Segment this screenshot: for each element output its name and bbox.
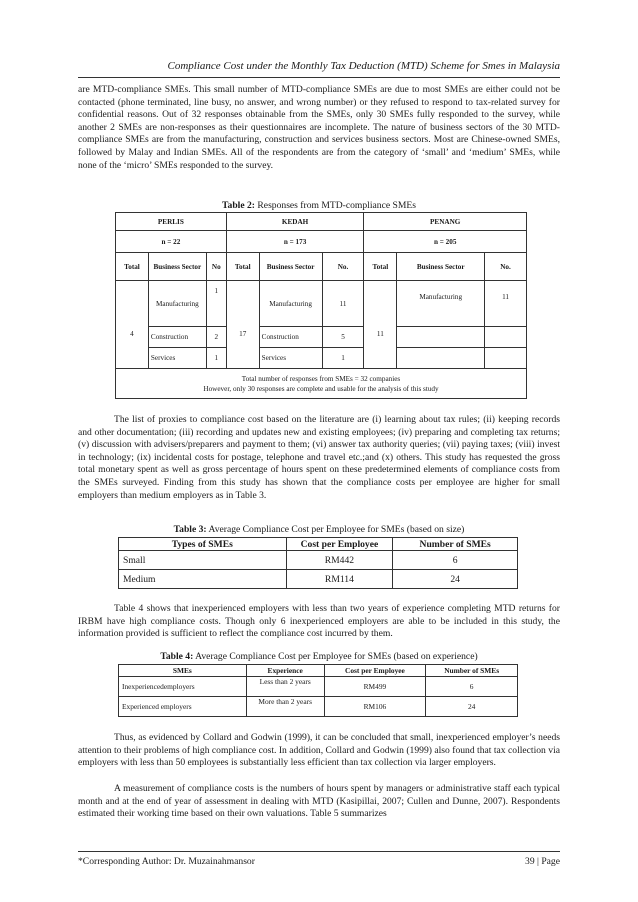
table4-header-cost: Cost per Employee	[324, 665, 426, 677]
table4-header-experience: Experience	[246, 665, 324, 677]
table2-header-no: No.	[322, 253, 364, 281]
table2-cell-empty	[485, 348, 527, 369]
table3-header-number: Number of SMEs	[393, 538, 518, 551]
table4-cell-experience: More than 2 years	[246, 697, 324, 717]
table3-header-type: Types of SMEs	[119, 538, 287, 551]
table2-total-perlis: 4	[116, 281, 149, 369]
table2-cell-sector: Manufacturing	[259, 281, 322, 327]
table4-caption-label: Table 4:	[160, 651, 194, 662]
table-row	[116, 348, 527, 369]
table2-cell-no: 11	[485, 281, 527, 327]
table3-cell-cost: RM114	[286, 570, 393, 589]
table2-header-business-sector: Business Sector	[397, 253, 485, 281]
paragraph-4: Thus, as evidenced by Collard and Godwin (1999), it can be concluded that small, inexperienced employer’s needs attention to their problems of high compliance cost. In addition, Collard and Godwin (1999) also found that tax collection via employers with less than 50 employees is substantially less efficient than tax collection via larger employers.	[78, 732, 560, 769]
table2-cell-no: 1	[206, 281, 226, 327]
paragraph-3: Table 4 shows that inexperienced employers with less than two years of experience completing MTD returns for IRBM have high compliance costs. Though only 6 inexperienced employers are able to be included in this study, the information provided is sufficient to reflect the compliance cost incurred by them.	[78, 603, 560, 640]
table4-cell-sme: Experienced employers	[119, 697, 247, 717]
table2-header-business-sector: Business Sector	[148, 253, 206, 281]
table3-header-cost: Cost per Employee	[286, 538, 393, 551]
table3-cell-type: Small	[119, 551, 287, 570]
table2-cell-sector: Construction	[148, 327, 206, 348]
table3-cell-type: Medium	[119, 570, 287, 589]
table4-caption-text: Average Compliance Cost per Employee for SMEs (based on experience)	[195, 651, 478, 662]
table2-header-total: Total	[364, 253, 397, 281]
table4-cell-experience: Less than 2 years	[246, 677, 324, 697]
table2-note-row	[116, 369, 527, 399]
table3-caption-label: Table 3:	[173, 524, 207, 535]
table-row	[116, 327, 527, 348]
table3-header-row	[119, 538, 518, 551]
table2	[115, 212, 527, 399]
table2-cell-sector: Manufacturing	[397, 281, 485, 327]
table4-cell-number: 24	[426, 697, 518, 717]
table2-cell-empty	[397, 348, 485, 369]
table2-cell-sector: Manufacturing	[148, 281, 206, 327]
table2-state-kedah: KEDAH	[226, 213, 364, 231]
table4-cell-cost: RM106	[324, 697, 426, 717]
table-row	[119, 697, 518, 717]
paragraph-5: A measurement of compliance costs is the numbers of hours spent by managers or administrative staff each typical month and at the end of year of assessment in dealing with MTD (Kasipillai, 2007; Cullen and Dunne, 2007). Respondents estimated their working time based on their own valuations. Table 5 summarizes	[78, 783, 560, 820]
table2-cell-sector: Services	[148, 348, 206, 369]
table3-caption	[78, 524, 560, 535]
table2-header-business-sector: Business Sector	[259, 253, 322, 281]
table4-header-row	[119, 665, 518, 677]
table2-cell-no: 11	[322, 281, 364, 327]
table2-cell-no: 5	[322, 327, 364, 348]
table2-cell-no: 2	[206, 327, 226, 348]
table4-cell-number: 6	[426, 677, 518, 697]
table3-cell-number: 6	[393, 551, 518, 570]
table2-header-total: Total	[116, 253, 149, 281]
table-row	[116, 281, 527, 327]
table2-column-header-row	[116, 253, 527, 281]
table4-header-smes: SMEs	[119, 665, 247, 677]
table2-note-line2: However, only 30 responses are complete and usable for the analysis of this study	[203, 384, 439, 393]
table3	[118, 537, 518, 589]
table-row	[119, 551, 518, 570]
table2-cell-no: 1	[206, 348, 226, 369]
header-rule	[78, 77, 560, 78]
table2-cell-empty	[485, 327, 527, 348]
table3-cell-cost: RM442	[286, 551, 393, 570]
table2-caption	[78, 200, 560, 211]
table2-cell-sector: Construction	[259, 327, 322, 348]
table-row	[119, 677, 518, 697]
table2-note-line1: Total number of responses from SMEs = 32 companies	[241, 374, 401, 383]
table2-header-no: No	[206, 253, 226, 281]
table2-cell-no: 1	[322, 348, 364, 369]
page-number: 39 | Page	[525, 856, 560, 867]
table2-state-row	[116, 213, 527, 231]
table4-caption	[78, 651, 560, 662]
table-row	[119, 570, 518, 589]
table3-caption-text: Average Compliance Cost per Employee for SMEs (based on size)	[208, 524, 465, 535]
table2-note	[116, 369, 527, 399]
paragraph-1: are MTD-compliance SMEs. This small number of MTD-compliance SMEs are due to most SMEs are either could not be contacted (phone terminated, line busy, no answer, and wrong number) or they refused to respond to tax-related survey for confidential reasons. Out of 32 responses obtainable from the SMEs, only 30 SMEs fully responded to the survey, while another 2 SMEs are non-responses as their questionnaires are incomplete. The nature of business sectors of the 30 MTD-compliance SMEs are from the manufacturing, construction and services business sectors. Most are Chinese-owned SMEs, followed by Malay and Indian SMEs. All of the respondents are from the category of ‘small’ and ‘medium’ SMEs, while none of the ‘micro’ SMEs responded to the survey.	[78, 84, 560, 171]
table2-count-perlis: n = 22	[116, 231, 227, 253]
paragraph-2: The list of proxies to compliance cost based on the literature are (i) learning about tax rules; (ii) keeping records and other documentation; (iii) recording and updates new and existing employees; (iv) preparing and completing tax returns; (v) discussion with advisers/preparers and payment to them; (vi) answer tax authority queries; (vii) paying taxes; (viii) invest in technology; (ix) incidental costs for postage, telephone and travel etc.;and (x) others. This study has requested the gross total monetary spent as well as gross percentage of hours spent on these predetermined elements of compliance costs from the SMEs surveyed. Finding from this study has shown that the compliance costs per employee are higher for small employers than medium employers as in Table 3.	[78, 414, 560, 501]
running-title: Compliance Cost under the Monthly Tax Deduction (MTD) Scheme for Smes in Malaysia	[167, 60, 560, 72]
table2-state-perlis: PERLIS	[116, 213, 227, 231]
table4-cell-cost: RM499	[324, 677, 426, 697]
table2-count-row	[116, 231, 527, 253]
footer-rule	[78, 851, 560, 852]
table2-cell-sector: Services	[259, 348, 322, 369]
corresponding-author: *Corresponding Author: Dr. Muzainahmansor	[78, 856, 255, 867]
table3-cell-number: 24	[393, 570, 518, 589]
table2-total-penang: 11	[364, 281, 397, 369]
table4	[118, 664, 518, 717]
table2-count-penang: n = 205	[364, 231, 527, 253]
table4-header-number: Number of SMEs	[426, 665, 518, 677]
table2-cell-empty	[397, 327, 485, 348]
table2-caption-label: Table 2:	[222, 200, 255, 211]
table4-cell-sme: Inexperiencedemployers	[119, 677, 247, 697]
table2-header-no: No.	[485, 253, 527, 281]
table2-total-kedah: 17	[226, 281, 259, 369]
table2-header-total: Total	[226, 253, 259, 281]
table2-caption-text: Responses from MTD-compliance SMEs	[257, 200, 416, 211]
table2-count-kedah: n = 173	[226, 231, 364, 253]
table2-state-penang: PENANG	[364, 213, 527, 231]
